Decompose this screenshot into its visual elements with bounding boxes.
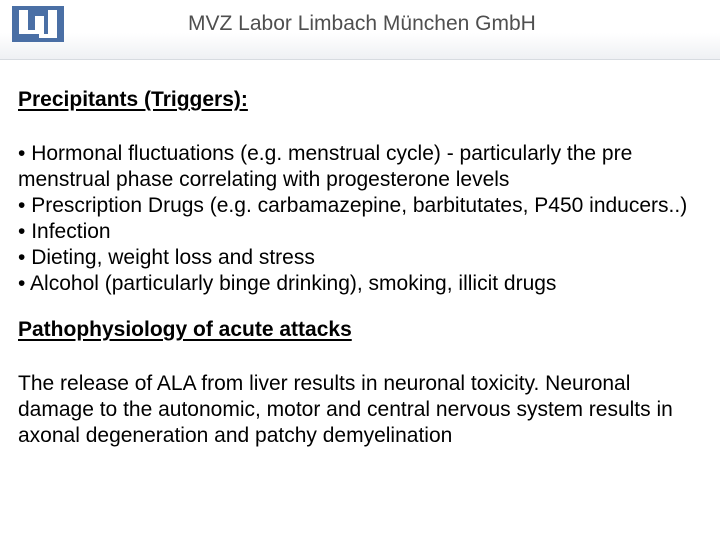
list-item [18,193,708,219]
bullet-icon: • [18,220,26,243]
pathophysiology-text: The release of ALA from liver results in neuronal toxicity. Neuronal damage to the autonomic, motor and central nervous system results in axonal degeneration and patchy demyelination [18,372,673,447]
list-item-text: Dieting, weight loss and stress [31,246,315,269]
precipitants-heading: Precipitants (Triggers): [18,88,248,111]
bullet-icon: • [18,194,26,217]
header-bar [0,0,720,60]
list-item [18,141,708,193]
list-item-text: Infection [31,220,111,243]
precipitants-list [18,141,708,297]
list-item-text: Alcohol (particularly binge drinking), smoking, illicit drugs [30,272,557,295]
list-item [18,271,708,297]
pathophysiology-heading: Pathophysiology of acute attacks [18,318,352,341]
bullet-icon: • [18,142,26,165]
slide-content [18,87,708,449]
page-title: MVZ Labor Limbach München GmbH [188,12,536,35]
list-item-text: Hormonal fluctuations (e.g. menstrual cycle) - particularly the pre menstrual phase correlating with progesterone levels [18,142,633,191]
mvz-labor-logo-icon [12,6,64,42]
list-item [18,245,708,271]
list-item [18,219,708,245]
bullet-icon: • [18,246,26,269]
list-item-text: Prescription Drugs (e.g. carbamazepine, barbitutates, P450 inducers..) [31,194,688,217]
header-divider [0,59,720,60]
bullet-icon: • [18,272,26,295]
